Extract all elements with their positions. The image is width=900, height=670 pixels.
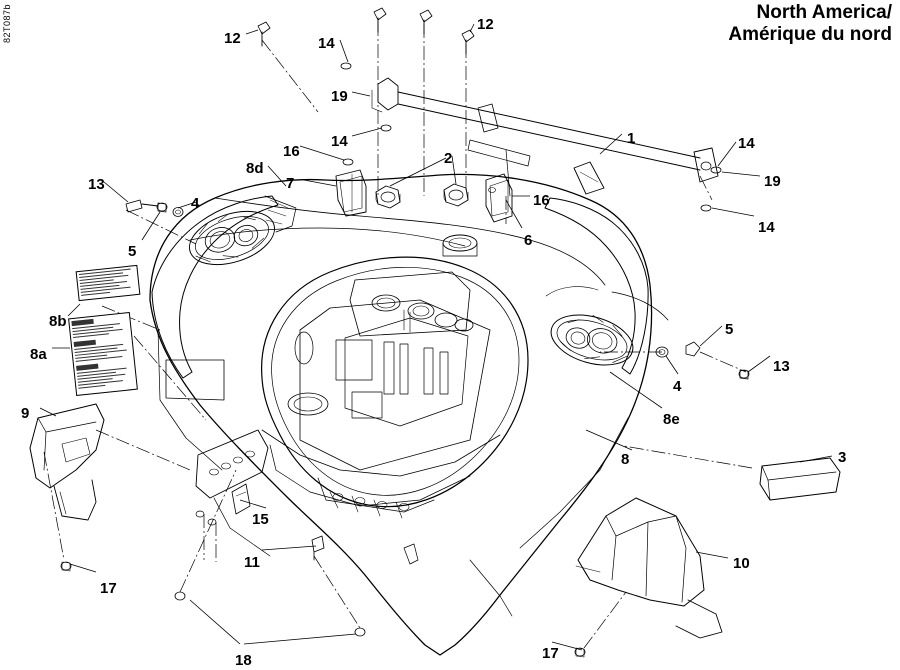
label-text-lines-8b [79, 268, 137, 298]
callout-12: 12 [477, 16, 494, 33]
callout-8d: 8d [246, 160, 264, 177]
callout-19: 19 [764, 173, 781, 190]
callout-12: 12 [224, 30, 241, 47]
label-text-lines-8a [71, 315, 134, 392]
callout-8: 8 [621, 451, 630, 468]
callout-16: 16 [283, 143, 300, 160]
callout-10: 10 [733, 555, 750, 572]
callout-1: 1 [627, 130, 636, 147]
callout-5: 5 [128, 243, 137, 260]
callout-5: 5 [725, 321, 734, 338]
callout-19: 19 [331, 88, 348, 105]
callout-8e: 8e [663, 411, 680, 428]
callout-13: 13 [88, 176, 105, 193]
callout-13: 13 [773, 358, 790, 375]
title-line-1: North America/ [756, 2, 892, 23]
callout-14: 14 [738, 135, 755, 152]
drawing-code: 82T087b [2, 4, 12, 44]
callout-2: 2 [444, 150, 453, 167]
callout-9: 9 [21, 405, 30, 422]
callout-4: 4 [673, 378, 682, 395]
callout-6: 6 [524, 232, 533, 249]
callout-14: 14 [331, 133, 348, 150]
callout-14: 14 [318, 35, 335, 52]
callout-14: 14 [758, 219, 775, 236]
callout-16: 16 [533, 192, 550, 209]
callout-11: 11 [244, 554, 260, 571]
callout-18: 18 [235, 652, 252, 669]
callout-17: 17 [542, 645, 559, 662]
callout-7: 7 [286, 175, 295, 192]
callout-8b: 8b [49, 313, 67, 330]
callout-17: 17 [100, 580, 117, 597]
callout-8a: 8a [30, 346, 47, 363]
callout-4: 4 [191, 195, 200, 212]
warning-label-8a [68, 312, 138, 396]
callout-15: 15 [252, 511, 269, 528]
callout-3: 3 [838, 449, 847, 466]
title-line-2: Amérique du nord [728, 24, 892, 46]
